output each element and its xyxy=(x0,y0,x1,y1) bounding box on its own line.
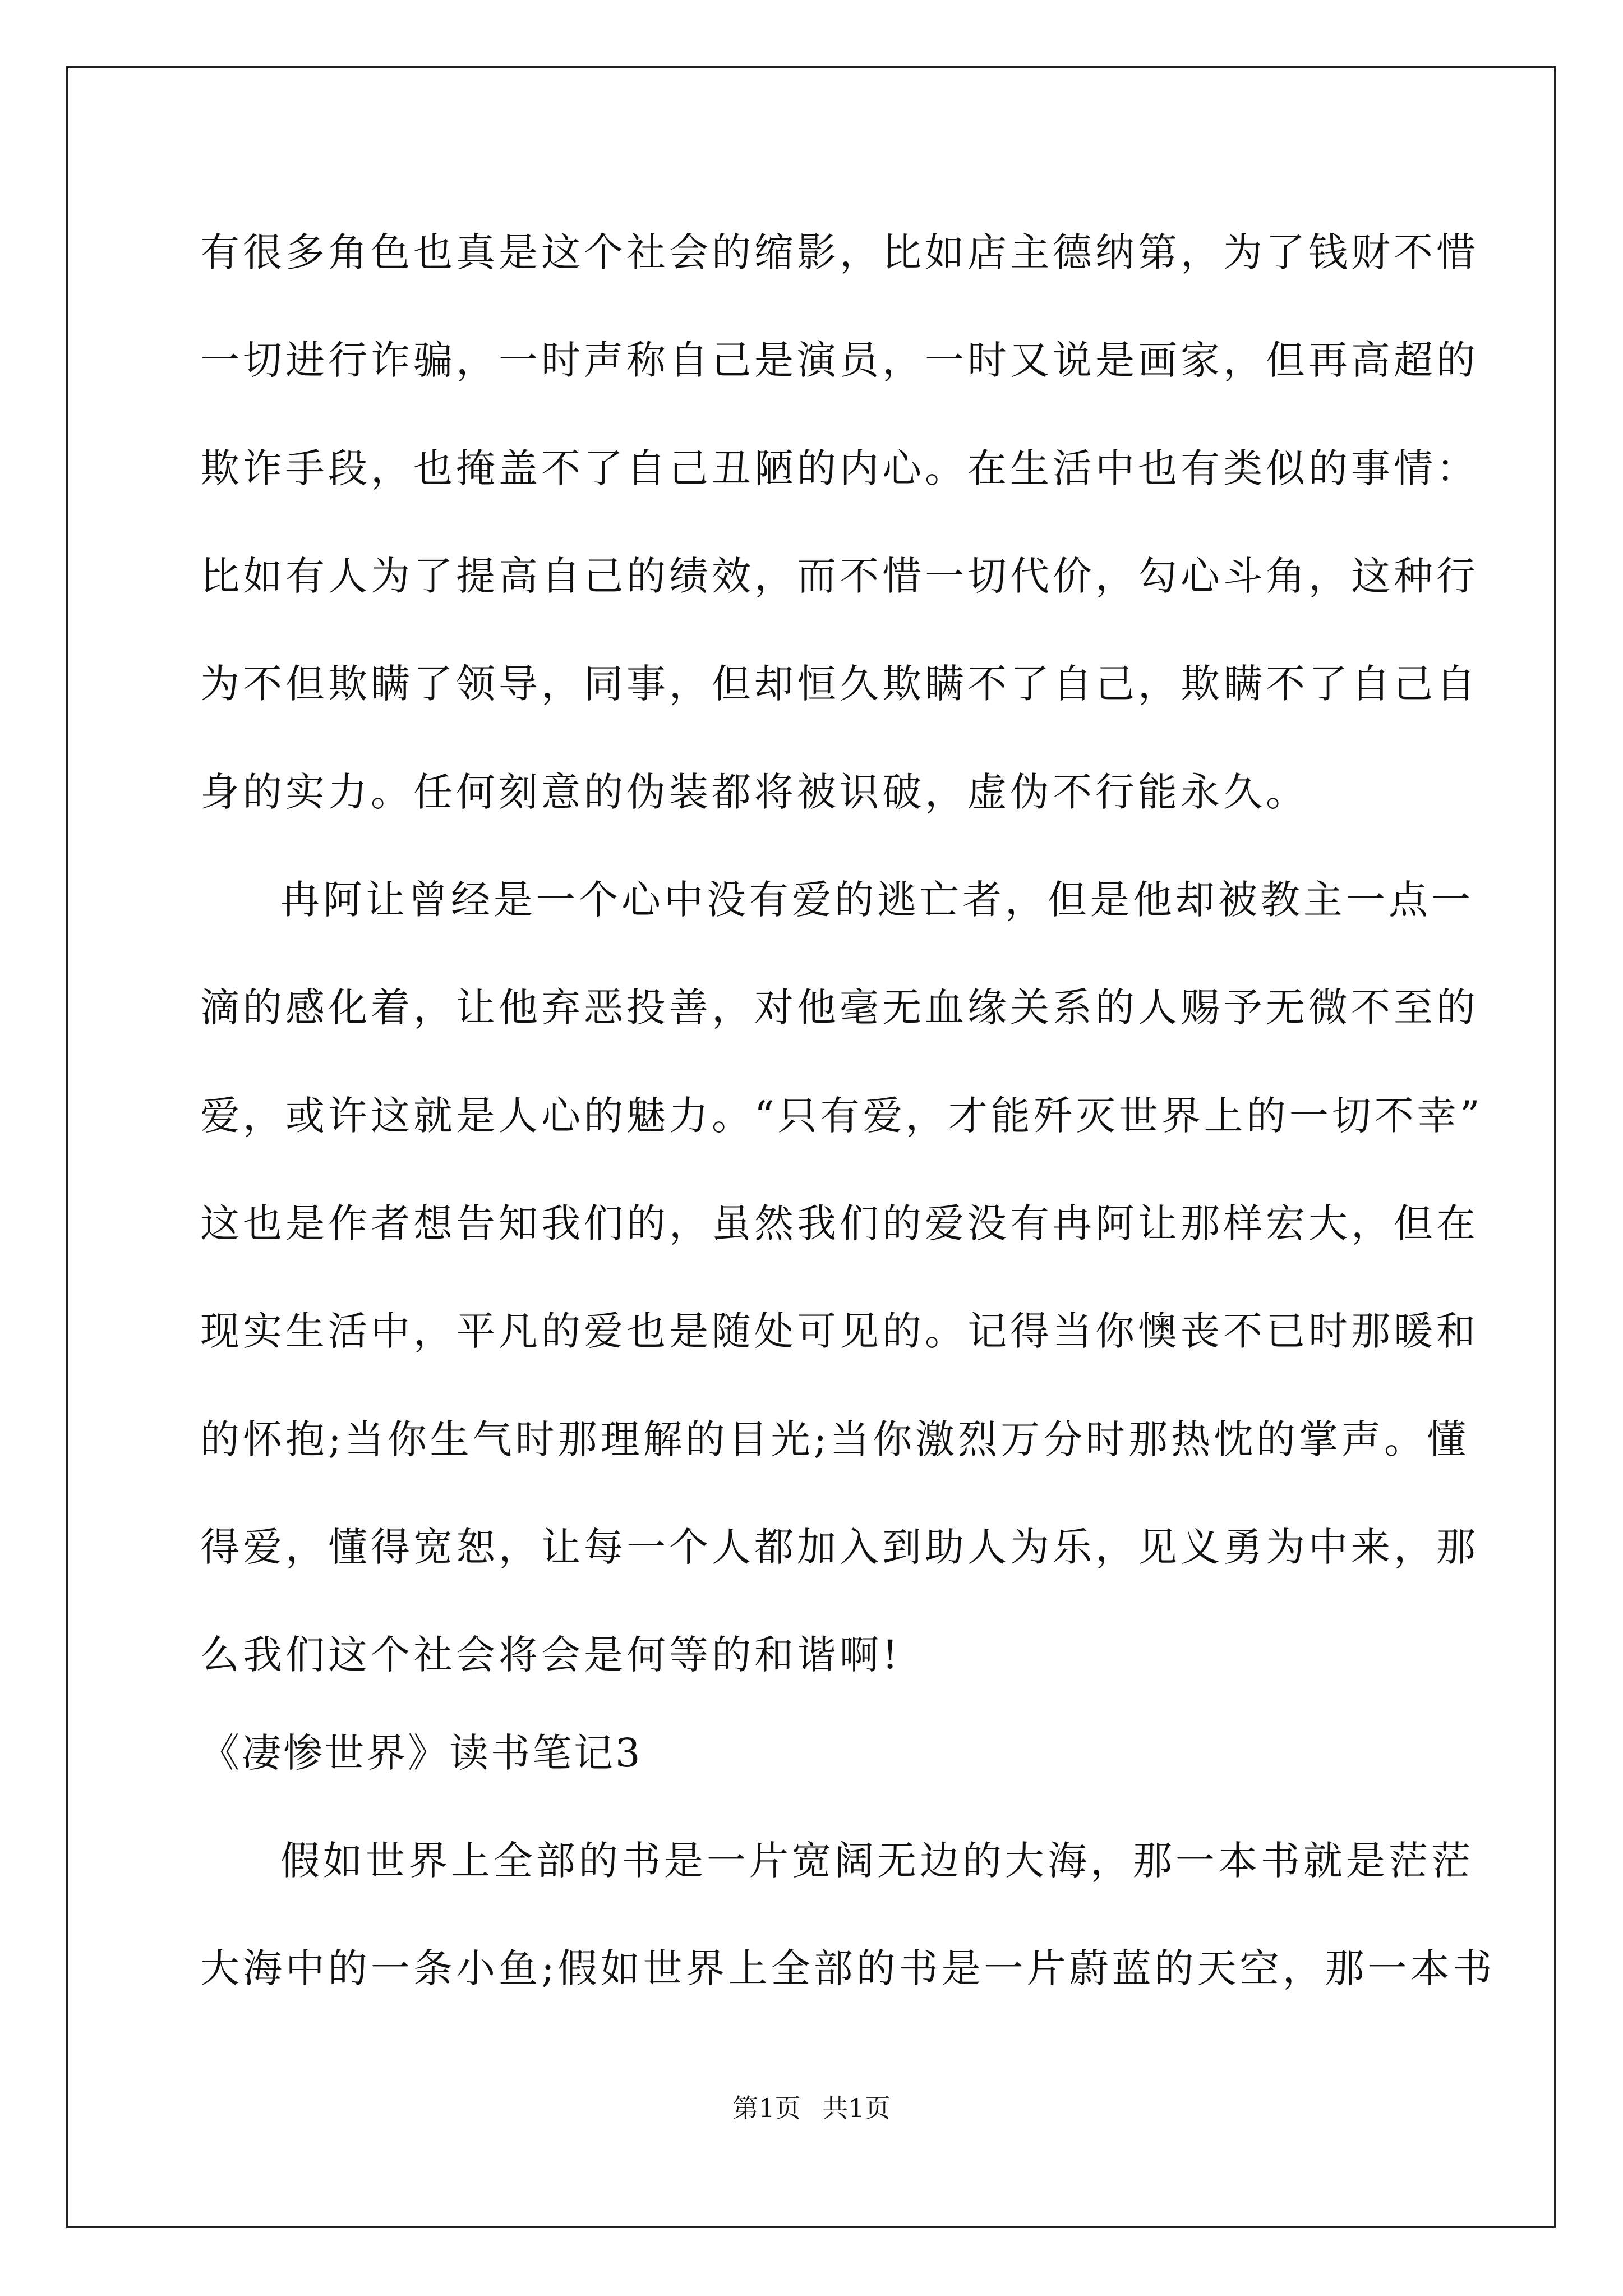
text-line: 爱，或许这就是人心的魅力。“只有爱，才能歼灭世界上的一切不幸” xyxy=(200,1093,1483,1139)
text-line: 的怀抱;当你生气时那理解的目光;当你激烈万分时那热忱的掌声。懂 xyxy=(200,1416,1470,1462)
text-line: 得爱，懂得宽恕，让每一个人都加入到助人为乐，见义勇为中来，那 xyxy=(200,1524,1479,1570)
paragraph-first-line: 冉阿让曾经是一个心中没有爱的逃亡者，但是他却被教主一点一 xyxy=(280,877,1474,923)
text-line: 身的实力。任何刻意的伪装都将被识破，虚伪不行能永久。 xyxy=(200,769,1308,815)
text-line: 为不但欺瞒了领导，同事，但却恒久欺瞒不了自己，欺瞒不了自己自 xyxy=(200,661,1479,707)
section-heading: 《凄惨世界》读书笔记3 xyxy=(200,1730,643,1776)
page-border xyxy=(66,66,1556,2228)
page-number: 第1页 xyxy=(732,2093,801,2123)
text-line: 一切进行诈骗，一时声称自己是演员，一时又说是画家，但再高超的 xyxy=(200,337,1479,383)
paragraph-first-line: 假如世界上全部的书是一片宽阔无边的大海，那一本书就是茫茫 xyxy=(280,1838,1474,1884)
text-line: 欺诈手段，也掩盖不了自己丑陋的内心。在生活中也有类似的事情： xyxy=(200,445,1479,491)
page-total: 共1页 xyxy=(822,2093,891,2123)
text-line: 比如有人为了提高自己的绩效，而不惜一切代价，勾心斗角，这种行 xyxy=(200,553,1479,599)
text-line: 现实生活中，平凡的爱也是随处可见的。记得当你懊丧不已时那暖和 xyxy=(200,1308,1479,1354)
text-line: 有很多角色也真是这个社会的缩影，比如店主德纳第，为了钱财不惜 xyxy=(200,229,1479,275)
text-line: 么我们这个社会将会是何等的和谐啊! xyxy=(200,1632,902,1678)
page-footer xyxy=(0,2091,1623,2125)
text-line: 滴的感化着，让他弃恶投善，对他毫无血缘关系的人赐予无微不至的 xyxy=(200,984,1479,1030)
text-line: 大海中的一条小鱼;假如世界上全部的书是一片蔚蓝的天空，那一本书 xyxy=(200,1945,1496,1991)
text-line: 这也是作者想告知我们的，虽然我们的爱没有冉阿让那样宏大，但在 xyxy=(200,1200,1479,1246)
